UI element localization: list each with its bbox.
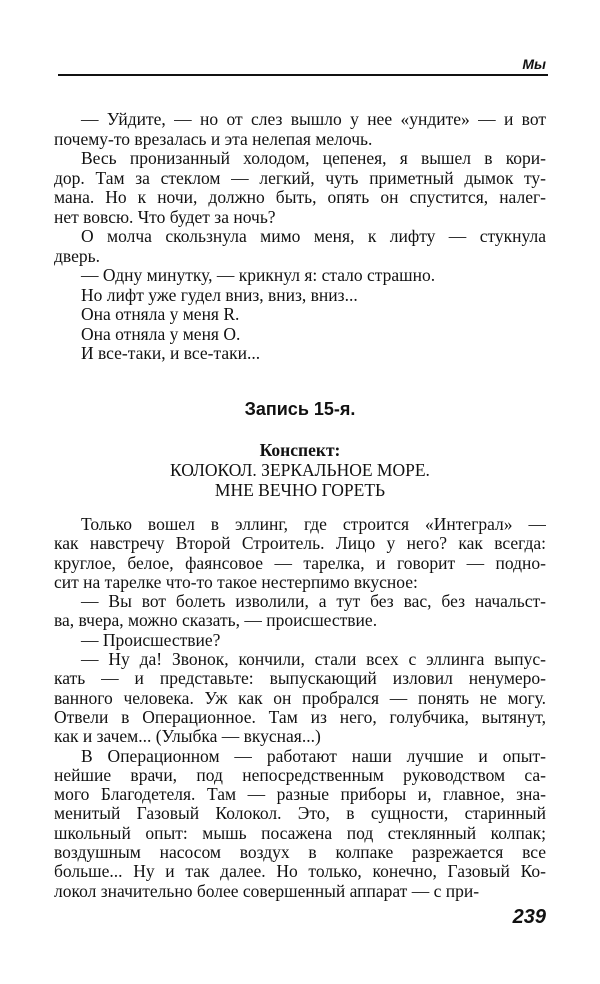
- text-line: Но лифт уже гудел вниз, вниз, вниз...: [81, 285, 358, 305]
- text-line: почему-то врезалась и эта нелепая мелочь.: [54, 129, 373, 149]
- text-line: — Одну минутку, — крикнул я: стало страшно.: [81, 266, 436, 285]
- text-line: мого Благодетеля. Там — разные приборы и, главное, зна-: [54, 785, 546, 805]
- text-line: Отвели в Операционное. Там из него, голубчика, вытянут,: [54, 707, 546, 727]
- text-line: Только вошел в эллинг, где строится «Интеграл» —: [81, 515, 546, 534]
- text-line: нет вовсю. Что будет за ночь?: [54, 207, 276, 227]
- text-line: менитый Газовый Колокол. Это, в сущности, старинный: [54, 804, 546, 824]
- text-line: дверь.: [54, 246, 100, 266]
- text-line: как навстречу Второй Строитель. Лицо у него? как всегда:: [54, 534, 546, 554]
- text-line: как и зачем... (Улыбка — вкусная...): [54, 727, 321, 747]
- konspekt-line: МНЕ ВЕЧНО ГОРЕТЬ: [214, 480, 386, 500]
- text-line: — Уйдите, — но от слез вышло у нее «ундите» — и вот: [81, 110, 546, 129]
- text-line: В Операционном — работают наши лучшие и опыт-: [81, 746, 546, 766]
- text-line: дор. Там за стеклом — легкий, чуть приметный дымок ту-: [54, 168, 546, 188]
- text-line: мана. Но к ночи, должно быть, опять он спустится, налег-: [54, 188, 546, 207]
- text-line: школьный опыт: мышь посажена под стеклянный колпак;: [54, 823, 546, 843]
- header-rule: [58, 74, 548, 76]
- text-block-before-chapter: [54, 110, 546, 364]
- text-block-chapter-body: [54, 515, 546, 901]
- text-line: ванного человека. Уж как он пробрался — понять не могу.: [54, 688, 546, 708]
- text-line: нейшие врачи, под непосредственным руководством са-: [54, 765, 546, 785]
- text-line: локол значительно более совершенный аппарат — с при-: [54, 881, 480, 901]
- text-line: О молча скользнула мимо меня, к лифту — стукнула: [81, 227, 546, 246]
- text-line: И все-таки, и все-таки...: [81, 344, 261, 363]
- text-line: круглое, белое, фаянсовое — тарелка, и говорит — подно-: [54, 553, 546, 573]
- konspekt-label: Конспект:: [259, 440, 341, 460]
- text-line: сит на тарелке что-то такое нестерпимо вкусное:: [54, 572, 418, 592]
- text-line: Она отняла у меня О.: [81, 324, 241, 344]
- text-line: Весь пронизанный холодом, цепенея, я вышел в кори-: [81, 149, 546, 168]
- text-line: воздушным насосом воздух в колпаке разрежается все: [54, 843, 546, 863]
- text-line: кать — и представьте: выпускающий изловил ненумеро-: [54, 669, 546, 689]
- text-line: Она отняла у меня R.: [81, 305, 240, 324]
- text-line: — Происшествие?: [81, 630, 221, 650]
- text-line: — Вы вот болеть изволили, а тут без вас, без начальст-: [81, 592, 546, 612]
- konspekt-line: КОЛОКОЛ. ЗЕРКАЛЬНОЕ МОРЕ.: [170, 460, 430, 480]
- text-line: ва, вчера, можно сказать, — происшествие.: [54, 611, 378, 631]
- text-line: — Ну да! Звонок, кончили, стали всех с эллинга выпус-: [81, 650, 546, 670]
- chapter-title: Запись 15-я.: [244, 399, 356, 419]
- text-line: больше... Ну и так далее. Но только, конечно, Газовый Ко-: [54, 862, 546, 882]
- running-head: Мы: [522, 56, 546, 72]
- page-number: 239: [512, 906, 546, 928]
